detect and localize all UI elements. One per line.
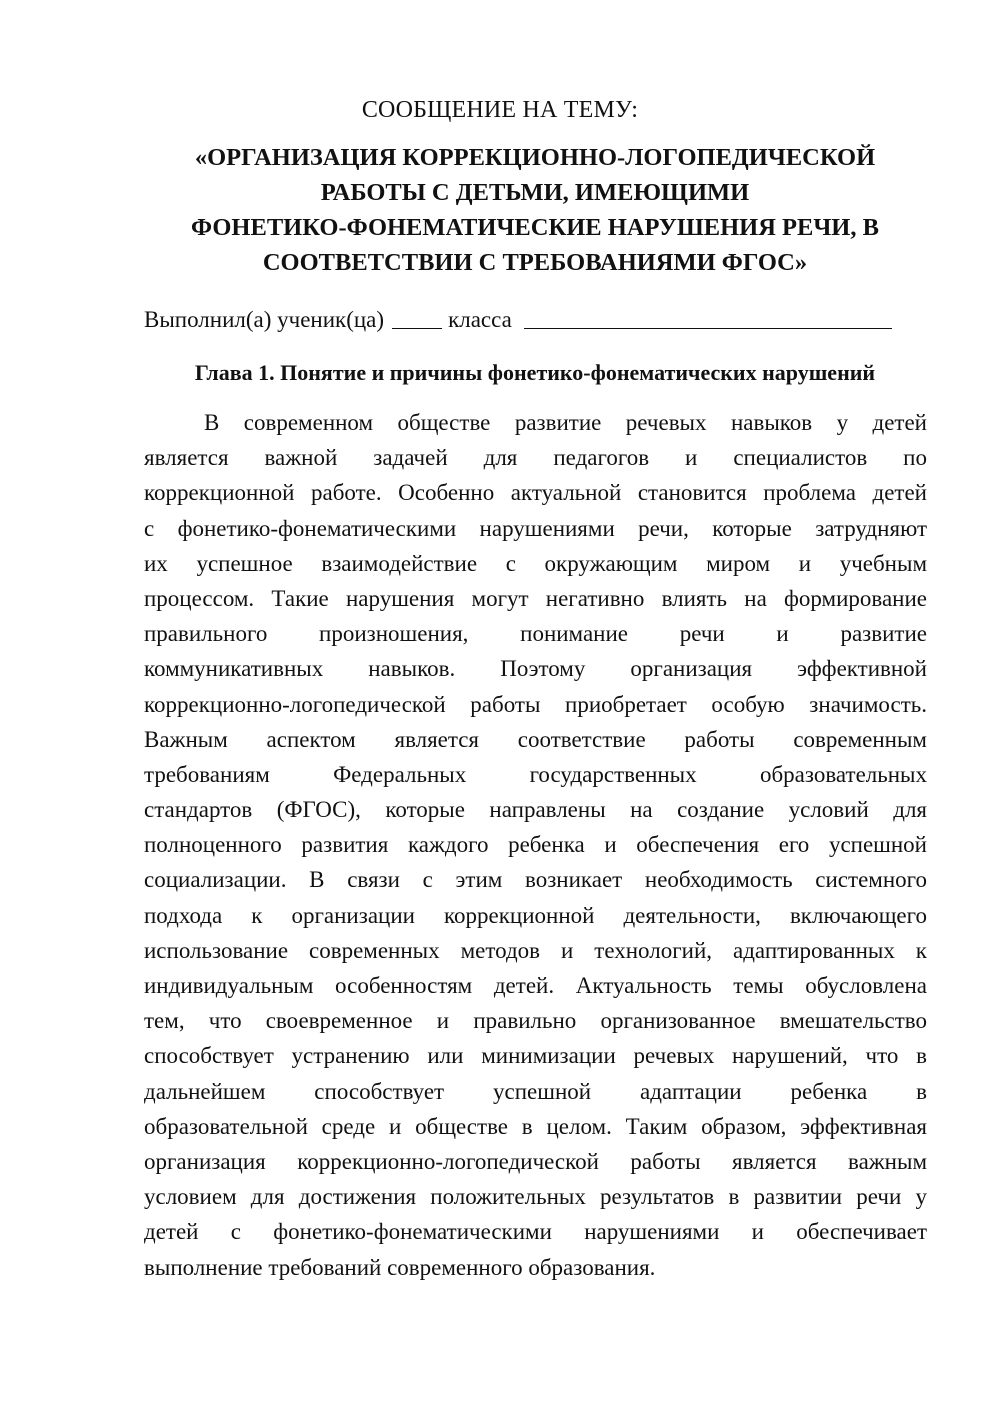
paragraph-line: дальнейшем способствует успешной адаптации ребенка в xyxy=(144,1078,927,1104)
student-info-line xyxy=(144,304,934,336)
chapter-heading: Глава 1. Понятие и причины фонетико-фонематических нарушений xyxy=(194,360,876,385)
paragraph-line: коррекционно-логопедической работы приобретает особую значимость. xyxy=(144,691,927,717)
paragraph-line: Важным аспектом является соответствие работы современным xyxy=(144,726,927,752)
title-line: «ОРГАНИЗАЦИЯ КОРРЕКЦИОННО-ЛОГОПЕДИЧЕСКОЙ xyxy=(194,144,876,171)
paragraph-line: правильного произношения, понимание речи и развитие xyxy=(144,621,927,647)
paragraph-line: коррекционной работе. Особенно актуальной становится проблема детей xyxy=(144,480,927,506)
paragraph-line: их успешное взаимодействие с окружающим миром и учебным xyxy=(144,550,927,576)
paragraph-line: организация коррекционно-логопедической работы является важным xyxy=(144,1148,927,1174)
paragraph-line: требованиям Федеральных государственных образовательных xyxy=(144,761,927,787)
title-line: РАБОТЫ С ДЕТЬМИ, ИМЕЮЩИМИ xyxy=(320,179,750,206)
paragraph-line: процессом. Такие нарушения могут негативно влиять на формирование xyxy=(144,585,927,611)
title-line: ФОНЕТИКО-ФОНЕМАТИЧЕСКИЕ НАРУШЕНИЯ РЕЧИ, В xyxy=(191,214,879,241)
body-paragraph xyxy=(144,405,927,1285)
title-line: СООТВЕТСТВИИ С ТРЕБОВАНИЯМИ ФГОС» xyxy=(262,249,808,276)
paragraph-line: выполнение требований современного образования. xyxy=(144,1254,656,1280)
class-number-blank xyxy=(392,306,442,329)
document-title xyxy=(150,140,920,280)
paragraph-line: является важной задачей для педагогов и специалистов по xyxy=(144,445,927,471)
paragraph-line: условием для достижения положительных результатов в развитии речи у xyxy=(144,1184,927,1210)
paragraph-line: стандартов (ФГОС), которые направлены на создание условий для xyxy=(144,797,927,823)
student-name-blank xyxy=(524,306,892,329)
paragraph-line: образовательной среде и обществе в целом. Таким образом, эффективная xyxy=(144,1113,927,1139)
paragraph-line: использование современных методов и технологий, адаптированных к xyxy=(144,937,927,963)
paragraph-line: способствует устранению или минимизации речевых нарушений, что в xyxy=(144,1043,927,1069)
paragraph-line: полноценного развития каждого ребенка и обеспечения его успешной xyxy=(144,832,927,858)
paragraph-line: коммуникативных навыков. Поэтому организация эффективной xyxy=(144,656,927,682)
class-label: класса xyxy=(448,307,512,332)
paragraph-line: социализации. В связи с этим возникает необходимость системного xyxy=(144,867,927,893)
paragraph-line: индивидуальным особенностям детей. Актуальность темы обусловлена xyxy=(144,973,927,998)
document-header: СООБЩЕНИЕ НА ТЕМУ: xyxy=(361,97,639,123)
paragraph-line: детей с фонетико-фонематическими нарушениями и обеспечивает xyxy=(144,1219,927,1245)
paragraph-line: В современном обществе развитие речевых навыков у детей xyxy=(204,410,927,435)
paragraph-line: подхода к организации коррекционной деятельности, включающего xyxy=(144,902,927,928)
student-label: Выполнил(а) ученик(ца) xyxy=(144,307,385,332)
paragraph-line: с фонетико-фонематическими нарушениями речи, которые затрудняют xyxy=(144,515,927,541)
paragraph-line: тем, что своевременное и правильно организованное вмешательство xyxy=(144,1008,927,1034)
